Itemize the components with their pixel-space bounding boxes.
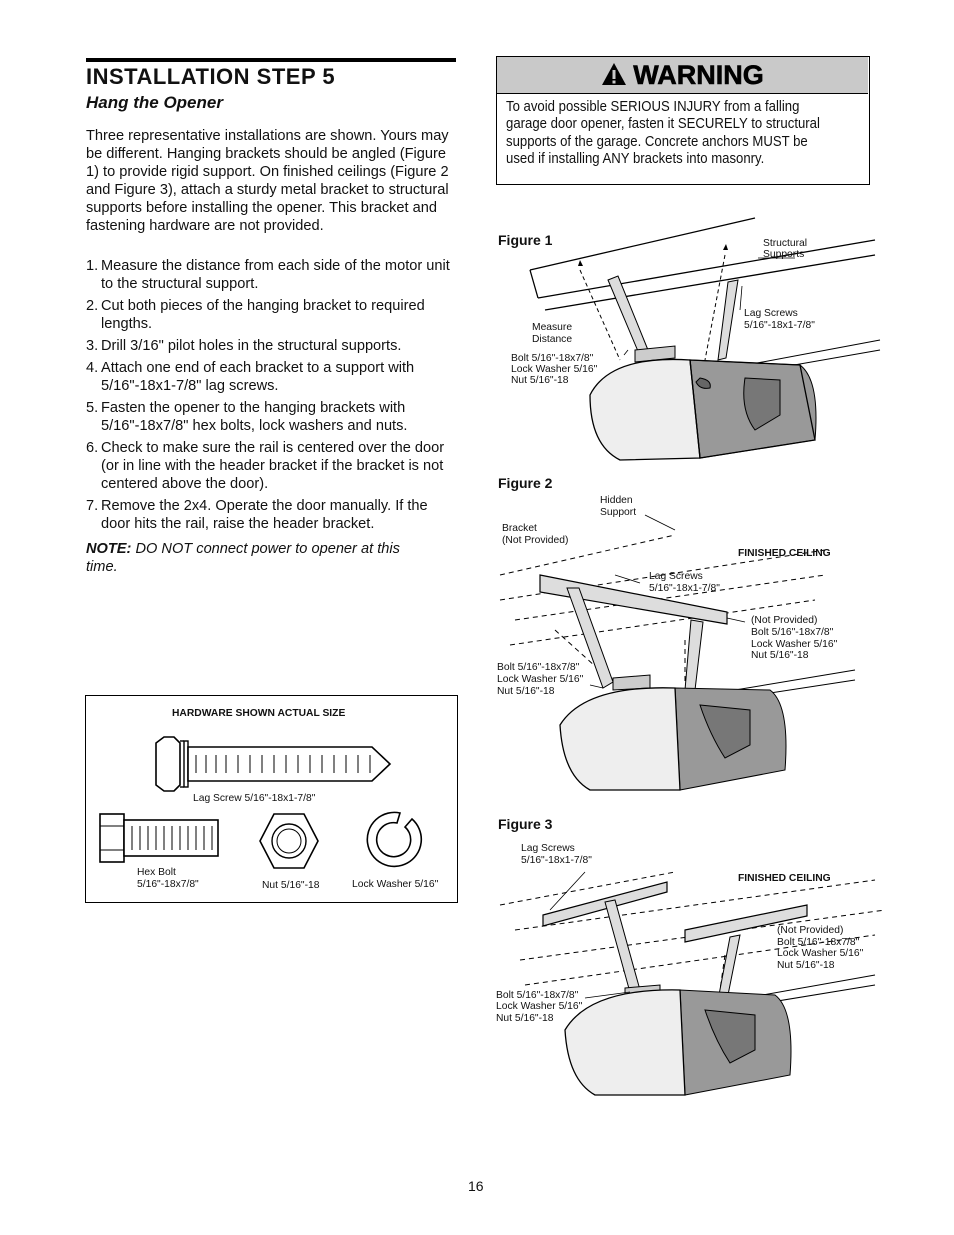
fig3-np-4: Nut 5/16"-18 [777,960,835,971]
fig3-lag-1: Lag Screws [521,843,575,854]
note-text: DO NOT connect power to opener at this time. [86,541,400,575]
hex-bolt-label-1: Hex Bolt [137,867,176,878]
step-text: Measure the distance from each side of the motor unit to the structural support. [101,258,450,292]
list-item [86,297,458,333]
warning-title-text: WARNING [633,60,764,90]
hardware-title: HARDWARE SHOWN ACTUAL SIZE [172,708,346,719]
section-subtitle: Hang the Opener [86,93,223,112]
fig2-np-1: (Not Provided) [751,615,818,626]
fig1-structural-1: Structural [763,238,808,249]
step-list [86,257,458,537]
warning-title [497,57,868,95]
fig1-measure-1: Measure [532,322,573,333]
fig2-hidden-2: Support [600,507,637,518]
step-text: Fasten the opener to the hanging brackets with 5/16"-18x7/8" hex bolts, lock washers and nuts. [101,400,408,434]
fig2-bolt-2: Lock Washer 5/16" [497,674,584,685]
fig1-lag-2: 5/16"-18x1-7/8" [744,320,815,331]
note-label: NOTE: [86,541,132,557]
nut-label: Nut 5/16"-18 [262,880,320,891]
hex-bolt-illustration [98,812,220,864]
fig3-bolt-3: Nut 5/16"-18 [496,1013,554,1024]
fig2-np-2: Bolt 5/16"-18x7/8" [751,627,834,638]
step-text: Check to make sure the rail is centered over the door (or in line with the header bracket if the bracket is not centered above the door). [101,440,445,492]
lag-screw-label: Lag Screw 5/16"-18x1-7/8" [193,793,316,804]
list-item [86,257,458,293]
step-text: Drill 3/16" pilot holes in the structural supports. [101,338,402,354]
figure-2-label: Figure 2 [498,475,553,491]
fig1-lag-1: Lag Screws [744,308,798,319]
fig2-bolt-1: Bolt 5/16"-18x7/8" [497,662,580,673]
list-item [86,337,458,355]
page-title: INSTALLATION STEP 5 [86,64,336,89]
fig2-np-3: Lock Washer 5/16" [751,639,838,650]
fig3-finished-ceiling: FINISHED CEILING [738,873,831,884]
fig2-lag-1: Lag Screws [649,571,703,582]
warning-triangle-icon [601,59,627,95]
fig1-bolt-2: Lock Washer 5/16" [511,364,598,375]
fig1-bolt-1: Bolt 5/16"-18x7/8" [511,353,594,364]
page-number: 16 [468,1178,484,1194]
hex-bolt-label-2: 5/16"-18x7/8" [137,879,199,890]
figure-3-label: Figure 3 [498,816,553,832]
list-item [86,359,458,395]
fig3-np-1: (Not Provided) [777,925,844,936]
fig2-bracket-1: Bracket [502,523,537,534]
fig2-finished-ceiling: FINISHED CEILING [738,548,831,559]
fig3-lag-2: 5/16"-18x1-7/8" [521,855,592,866]
fig2-np-4: Nut 5/16"-18 [751,650,809,661]
lock-washer-label: Lock Washer 5/16" [352,879,439,890]
step-number: 1. [86,258,99,274]
step-number: 2. [86,298,99,314]
fig2-lag-2: 5/16"-18x1-7/8" [649,583,720,594]
title-rule [86,58,456,62]
fig2-bracket-2: (Not Provided) [502,535,569,546]
fig1-structural-2: Supports [763,249,805,260]
fig3-bolt-1: Bolt 5/16"-18x7/8" [496,990,579,1001]
list-item [86,439,458,493]
list-item [86,399,458,435]
list-item [86,497,458,533]
nut-illustration [258,812,320,870]
warning-text: To avoid possible SERIOUS INJURY from a falling garage door opener, fasten it SECURELY to structural supports of the garage. Concrete anchors MUST be used if installing ANY brackets into masonry. [506,99,820,168]
fig1-measure-2: Distance [532,334,573,345]
warning-header [497,57,868,94]
step-number: 4. [86,360,99,376]
step-text: Remove the 2x4. Operate the door manually. If the door hits the rail, raise the header bracket. [101,498,428,532]
step-number: 7. [86,498,99,514]
figure-1-label: Figure 1 [498,232,553,248]
step-text: Cut both pieces of the hanging bracket to required lengths. [101,298,425,332]
fig2-hidden-1: Hidden [600,495,633,506]
note [86,540,426,576]
fig3-np-2: Bolt 5/16"-18x7/8" [777,937,860,948]
step-text: Attach one end of each bracket to a support with 5/16"-18x1-7/8" lag screws. [101,360,415,394]
fig3-bolt-2: Lock Washer 5/16" [496,1001,583,1012]
intro-paragraph: Three representative installations are shown. Yours may be different. Hanging brackets should be angled (Figure 1) to provide rigid support. On finished ceilings (Figure 2 and Figure 3), attach a sturdy metal bracket to structural supports before installing the opener. This bracket and fastening hardware are not provided. [86,128,449,234]
fig3-np-3: Lock Washer 5/16" [777,948,864,959]
step-number: 5. [86,400,99,416]
step-number: 3. [86,338,99,354]
fig1-bolt-3: Nut 5/16"-18 [511,375,569,386]
step-number: 6. [86,440,99,456]
lock-washer-illustration [360,805,426,871]
lag-screw-illustration [150,735,395,793]
fig2-bolt-3: Nut 5/16"-18 [497,686,555,697]
